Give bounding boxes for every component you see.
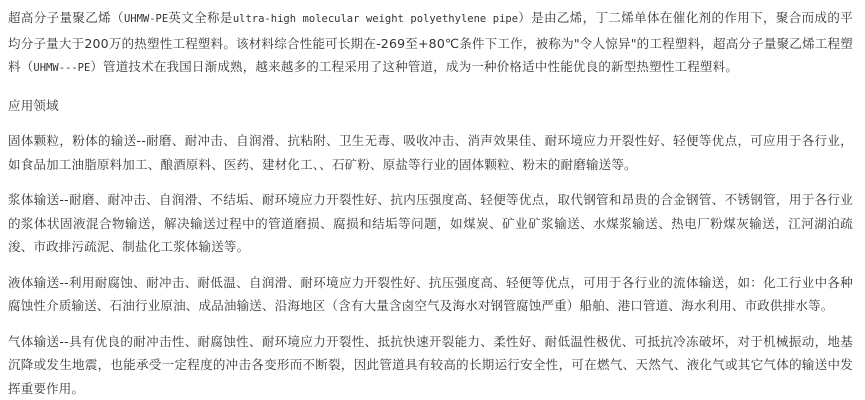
paragraph-solid-transport: 固体颗粒，粉体的输送--耐磨、耐冲击、自润滑、抗粘附、卫生无毒、吸收冲击、消声效果佳、耐环境应力开裂性好、轻便等优点，可应用于各行业，如食品加工油脂原料加工、酿酒原料、医药、建材化工、、石矿粉、原盐等行业的固体颗粒、粉末的耐磨输送等。 (8, 133, 853, 172)
intro-text-1: 超高分子量聚乙烯（ (8, 10, 124, 25)
intro-text-3: ）是由乙烯，丁二烯单体在催化剂的作用下，聚合而成的平均分子量大于200万的热塑性工程塑料。该材料综合性能可长期在-269至+80℃条件下工作，被称为"令人惊异"的工程塑料，超高分子量聚乙烯工程塑料（ (8, 10, 853, 74)
paragraph-gas-transport: 气体输送--具有优良的耐冲击性、耐腐蚀性、耐环境应力开裂性、抵抗快速开裂能力、柔性好、耐低温性极优、可抵抗冷冻破坏，对于机械振动，地基沉降或发生地震，也能承受一定程度的冲击各变形而不断裂，因此管道具有较高的长期运行安全性，可在燃气、天然气、液化气或其它气体的输送中发挥重要作用。 (8, 333, 853, 396)
intro-abbreviation-2: UHMW---PE (33, 62, 91, 74)
paragraph-slurry-transport: 浆体输送--耐磨、耐冲击、自润滑、不结垢、耐环境应力开裂性好、抗内压强度高、轻便等优点，取代钢管和昂贵的合金钢管、不锈钢管，用于各行业的浆体状固液混合物输送，解决输送过程中的管道磨损、腐损和结垢等问题，如煤炭、矿业矿浆输送、水煤浆输送、热电厂粉煤灰输送，江河湖泊疏浚、市政排污疏泥、制盐化工浆体输送等。 (8, 192, 853, 254)
section-heading: 应用领域 (8, 97, 59, 113)
paragraph-liquid-transport: 液体输送--利用耐腐蚀、耐冲击、耐低温、自润滑、耐环境应力开裂性好、抗压强度高、轻便等优点，可用于各行业的流体输送，如：化工行业中各种腐蚀性介质输送、石油行业原油、成品油输送、沿海地区（含有大量含卤空气及海水对钢管腐蚀严重）船舶、港口管道、海水利用、市政供排水等。 (8, 274, 853, 313)
intro-text-2: 英文全称是 (168, 10, 233, 25)
article-body (8, 6, 853, 400)
intro-text-4: ）管道技术在我国日渐成熟，越来越多的工程采用了这种管道，成为一种价格适中性能优良的新型热塑性工程塑料。 (90, 59, 739, 74)
intro-english-name: ultra-high molecular weight polyethylene pipe (232, 13, 519, 25)
intro-paragraph (8, 6, 853, 81)
intro-abbreviation: UHMW-PE (123, 13, 169, 25)
